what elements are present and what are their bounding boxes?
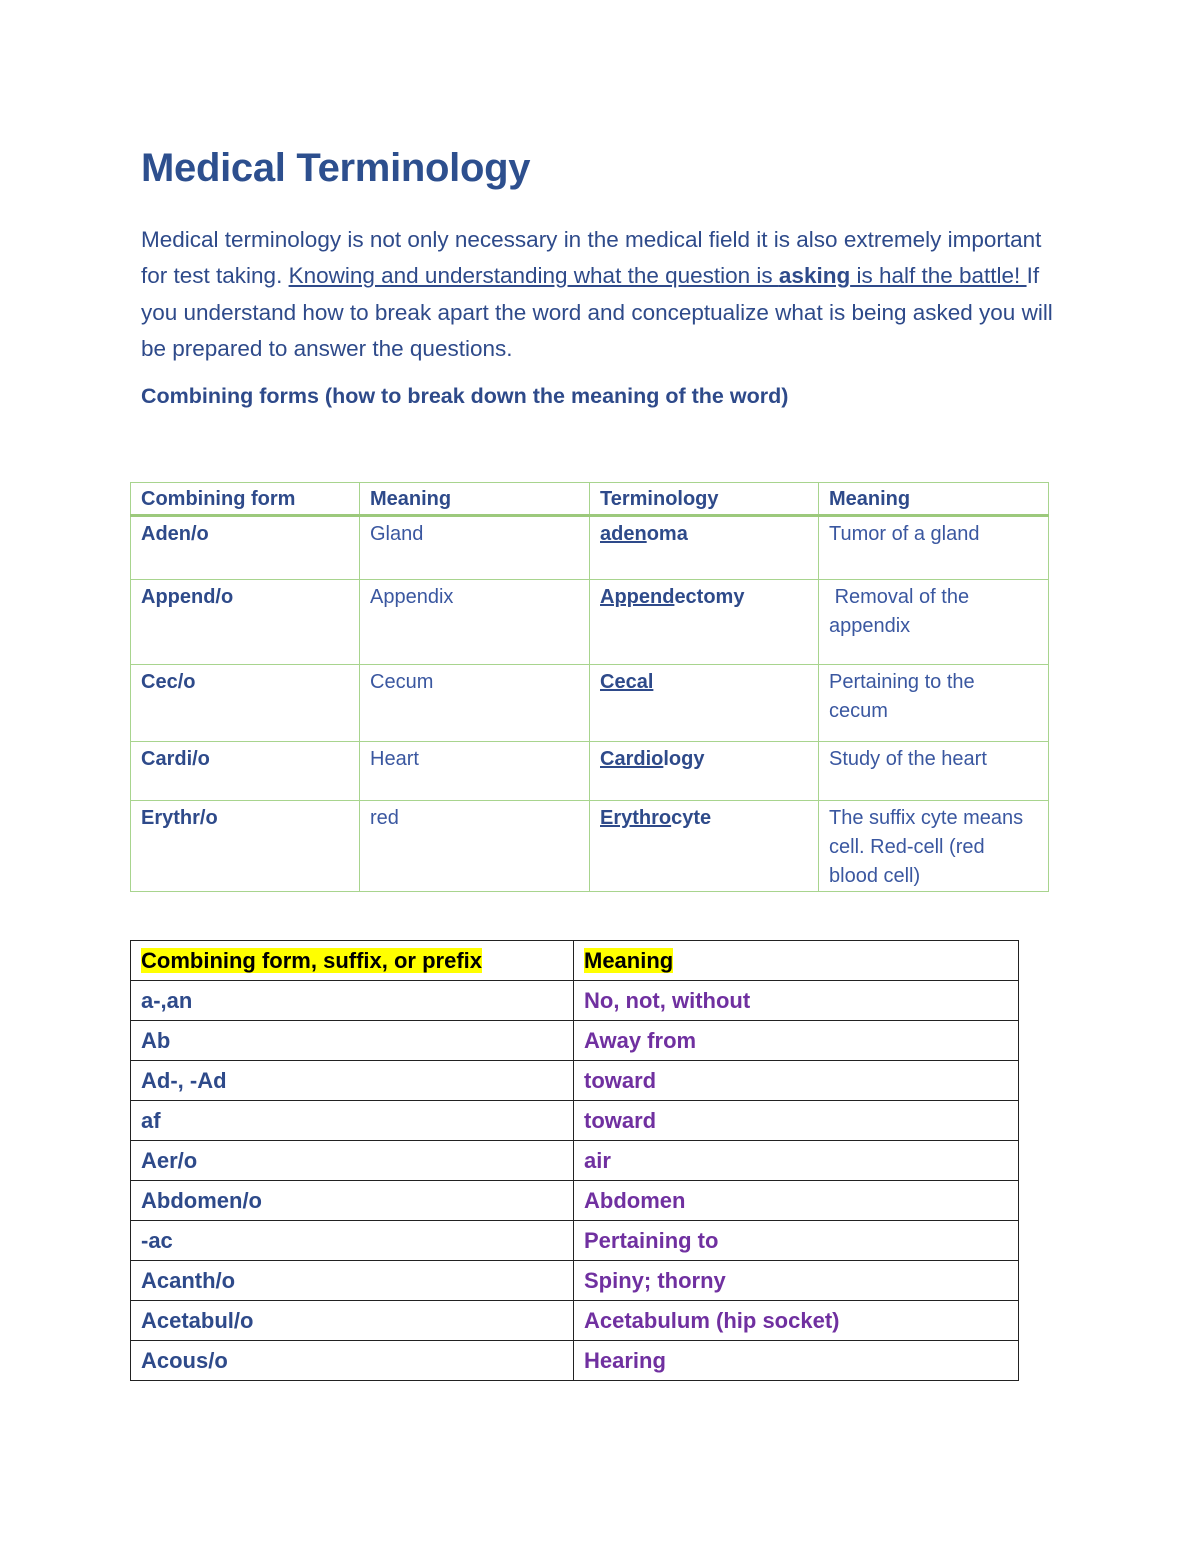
cell-form: Aden/o bbox=[131, 516, 360, 580]
term-root: Cecal bbox=[600, 671, 654, 693]
cell-term-meaning: The suffix cyte means cell. Red-cell (red blood cell) bbox=[819, 801, 1049, 892]
table-row bbox=[131, 580, 1049, 665]
table-row bbox=[131, 1021, 1019, 1061]
intro-underlined-bold: asking bbox=[778, 263, 851, 289]
cell-term bbox=[590, 742, 819, 801]
table-row bbox=[131, 1101, 1019, 1141]
intro-underlined bbox=[289, 263, 1027, 288]
header-meaning: Meaning bbox=[360, 483, 590, 516]
cell-term: af bbox=[131, 1101, 574, 1141]
header-terminology: Terminology bbox=[590, 483, 819, 516]
table-row bbox=[131, 1301, 1019, 1341]
cell-term: Ad-, -Ad bbox=[131, 1061, 574, 1101]
cell-form: Append/o bbox=[131, 580, 360, 665]
cell-meaning: Gland bbox=[360, 516, 590, 580]
highlighted-header: Meaning bbox=[584, 947, 674, 973]
cell-term-meaning: Tumor of a gland bbox=[819, 516, 1049, 580]
cell-term: a-,an bbox=[131, 981, 574, 1021]
intro-underlined-b: is half the battle! bbox=[850, 263, 1027, 289]
term-rest: ectomy bbox=[674, 586, 745, 608]
header-form-suffix-prefix bbox=[131, 941, 574, 981]
cell-term bbox=[590, 801, 819, 892]
table-row bbox=[131, 1061, 1019, 1101]
header-term-meaning: Meaning bbox=[819, 483, 1049, 516]
term-root: Cardio bbox=[600, 748, 664, 770]
table-row bbox=[131, 981, 1019, 1021]
cell-meaning: Abdomen bbox=[574, 1181, 1019, 1221]
table-row bbox=[131, 742, 1049, 801]
term-root: aden bbox=[600, 523, 647, 545]
table-row bbox=[131, 665, 1049, 742]
cell-term bbox=[590, 580, 819, 665]
cell-meaning: Hearing bbox=[574, 1341, 1019, 1381]
cell-meaning: Spiny; thorny bbox=[574, 1261, 1019, 1301]
cell-term: Acanth/o bbox=[131, 1261, 574, 1301]
cell-term: Acetabul/o bbox=[131, 1301, 574, 1341]
cell-term-meaning: Study of the heart bbox=[819, 742, 1049, 801]
cell-term-meaning: Removal of the appendix bbox=[819, 580, 1049, 665]
cell-term: Acous/o bbox=[131, 1341, 574, 1381]
cell-term: Ab bbox=[131, 1021, 574, 1061]
table-row bbox=[131, 1221, 1019, 1261]
cell-form: Erythr/o bbox=[131, 801, 360, 892]
table-row bbox=[131, 1141, 1019, 1181]
cell-meaning: No, not, without bbox=[574, 981, 1019, 1021]
table-row bbox=[131, 1341, 1019, 1381]
cell-term bbox=[590, 516, 819, 580]
cell-term: -ac bbox=[131, 1221, 574, 1261]
table-row bbox=[131, 1181, 1019, 1221]
header-combining-form: Combining form bbox=[131, 483, 360, 516]
table-row bbox=[131, 516, 1049, 580]
term-rest: logy bbox=[663, 748, 705, 770]
cell-meaning: Heart bbox=[360, 742, 590, 801]
cell-term: Aer/o bbox=[131, 1141, 574, 1181]
header-meaning bbox=[574, 941, 1019, 981]
intro-text-1: Medical terminology is not only necessary in the medical field it is also extremely important for test taking. bbox=[141, 227, 1042, 289]
term-rest: cyte bbox=[671, 807, 712, 829]
page-title: Medical Terminology bbox=[141, 146, 531, 190]
cell-form: Cardi/o bbox=[131, 742, 360, 801]
cell-meaning: toward bbox=[574, 1061, 1019, 1101]
combining-forms-table bbox=[130, 482, 1049, 892]
term-rest: oma bbox=[646, 523, 688, 545]
cell-form: Cec/o bbox=[131, 665, 360, 742]
cell-term: Abdomen/o bbox=[131, 1181, 574, 1221]
cell-meaning: Pertaining to bbox=[574, 1221, 1019, 1261]
cell-term bbox=[590, 665, 819, 742]
table-header-row bbox=[131, 941, 1019, 981]
cell-meaning: red bbox=[360, 801, 590, 892]
cell-term-meaning: Pertaining to the cecum bbox=[819, 665, 1049, 742]
table-row bbox=[131, 1261, 1019, 1301]
section-subheading: Combining forms (how to break down the meaning of the word) bbox=[141, 384, 789, 408]
cell-meaning: air bbox=[574, 1141, 1019, 1181]
table-header-row bbox=[131, 483, 1049, 516]
intro-text-2: If you understand how to break apart the word and conceptualize what is being asked you will be prepared to answer the questions. bbox=[141, 263, 1053, 361]
highlighted-header: Combining form, suffix, or prefix bbox=[141, 947, 483, 973]
cell-meaning: Cecum bbox=[360, 665, 590, 742]
intro-paragraph bbox=[141, 222, 1071, 367]
cell-meaning: toward bbox=[574, 1101, 1019, 1141]
term-root: Erythro bbox=[600, 807, 672, 829]
term-root: Append bbox=[600, 586, 675, 608]
cell-meaning: Acetabulum (hip socket) bbox=[574, 1301, 1019, 1341]
cell-meaning: Appendix bbox=[360, 580, 590, 665]
intro-underlined-a: Knowing and understanding what the question is bbox=[288, 263, 779, 289]
table-row bbox=[131, 801, 1049, 892]
prefix-suffix-table bbox=[130, 940, 1019, 1381]
cell-meaning: Away from bbox=[574, 1021, 1019, 1061]
